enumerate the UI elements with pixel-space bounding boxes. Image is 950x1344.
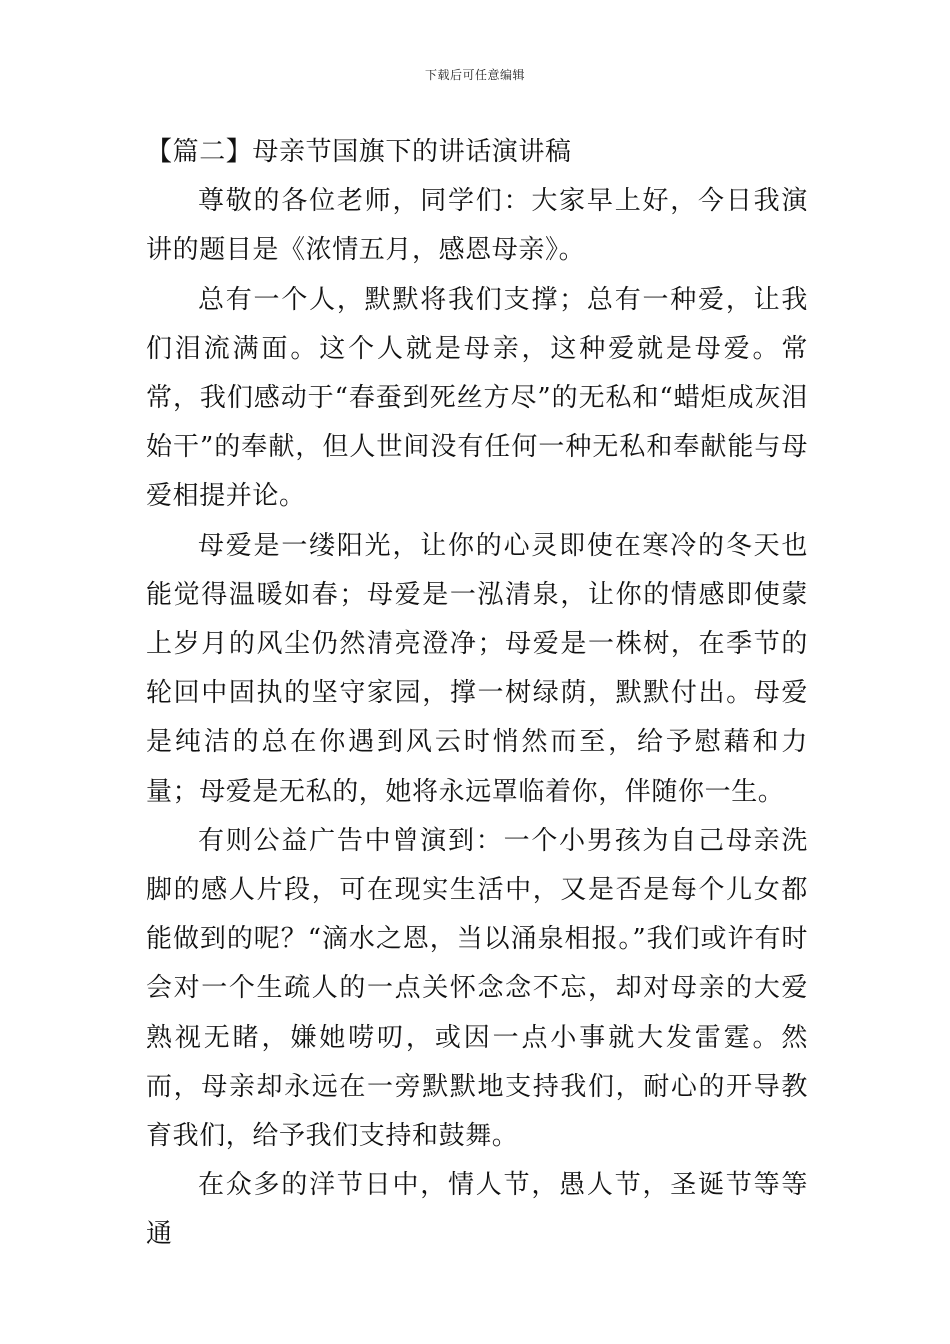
paragraph: 尊敬的各位老师，同学们：大家早上好，今日我演讲的题目是《浓情五月，感恩母亲》。 (146, 186, 808, 266)
paragraph: 有则公益广告中曾演到：一个小男孩为自己母亲洗脚的感人片段，可在现实生活中，又是否是每个儿女都能做到的呢？“滴水之恩，当以涌泉相报。”我们或许有时会对一个生疏人的一点关怀念念不忘，却对母亲的大爱熟视无睹，嫌她唠叨，或因一点小事就大发雷霆。然而，母亲却永远在一旁默默地支持我们，耐心的开导教育我们，给予我们支持和鼓舞。 (146, 825, 808, 1152)
page-header-note: 下载后可任意编辑 (424, 68, 525, 82)
document-title: 【篇二】母亲节国旗下的讲话演讲稿 (146, 137, 572, 167)
paragraph: 总有一个人，默默将我们支撑；总有一种爱，让我们泪流满面。这个人就是母亲，这种爱就是母爱。常常，我们感动于“春蚕到死丝方尽”的无私和“蜡炬成灰泪始干”的奉献，但人世间没有任何一种无私和奉献能与母爱相提并论。 (146, 284, 808, 512)
paragraph: 母爱是一缕阳光，让你的心灵即使在寒冷的冬天也能觉得温暖如春；母爱是一泓清泉，让你的情感即使蒙上岁月的风尘仍然清亮澄净；母爱是一株树，在季节的轮回中固执的坚守家园，撑一树绿荫，默默付出。母爱是纯洁的总在你遇到风云时悄然而至，给予慰藉和力量；母爱是无私的，她将永远罩临着你，伴随你一生。 (146, 530, 808, 807)
paragraph: 在众多的洋节日中，情人节，愚人节，圣诞节等等通 (146, 1170, 808, 1250)
document-body (146, 128, 808, 1260)
